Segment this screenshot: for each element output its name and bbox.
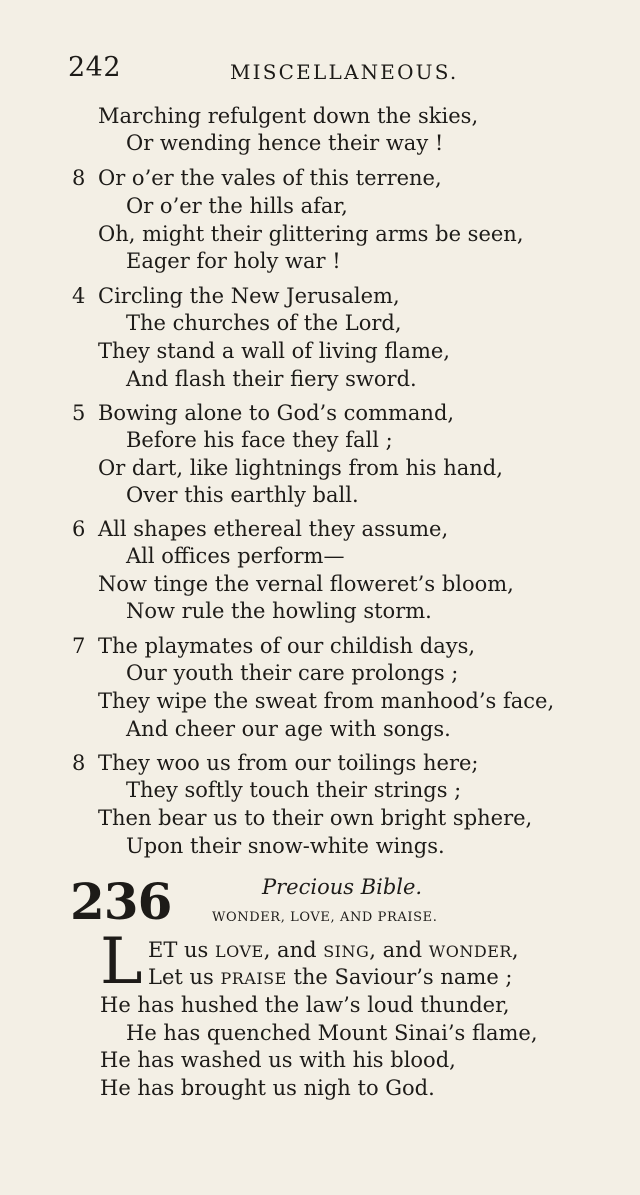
verse-line: And flash their fiery sword.: [126, 367, 417, 391]
verse-line: Now tinge the vernal floweret’s bloom,: [98, 572, 514, 596]
page-number: 242: [68, 52, 122, 83]
verse-line: He has washed us with his blood,: [100, 1048, 456, 1072]
verse-line: Bowing alone to God’s command,: [98, 401, 455, 425]
verse-line: Marching refulgent down the skies,: [98, 104, 479, 128]
text-run: Let us: [148, 965, 221, 989]
section-title: MISCELLANEOUS.: [230, 60, 459, 84]
small-caps-word: LOVE: [215, 942, 264, 961]
verse-line: Or dart, like lightnings from his hand,: [98, 456, 503, 480]
small-caps-word: PRAISE: [220, 969, 287, 988]
small-caps-word: WONDER: [428, 942, 512, 961]
stanza-number: 4: [72, 284, 86, 308]
hymn-title: Precious Bible.: [262, 875, 423, 899]
text-run: ET us: [148, 938, 215, 962]
verse-line: Or wending hence their way !: [126, 131, 444, 155]
verse-line: And cheer our age with songs.: [126, 717, 451, 741]
text-run: , and: [369, 938, 429, 962]
text-run: ,: [511, 938, 519, 962]
hymn-line-1: [148, 937, 519, 963]
verse-line: Or o’er the hills afar,: [126, 194, 348, 218]
verse-line: All shapes ethereal they assume,: [98, 517, 449, 541]
verse-line: They wipe the sweat from manhood’s face,: [98, 689, 555, 713]
drop-cap: L: [100, 925, 143, 999]
verse-line: Circling the New Jerusalem,: [98, 284, 400, 308]
verse-line: He has brought us nigh to God.: [100, 1076, 435, 1100]
stanza-number: 7: [72, 634, 86, 658]
text-run: the Saviour’s name ;: [286, 965, 513, 989]
verse-line: Eager for holy war !: [126, 249, 341, 273]
verse-line: Our youth their care prolongs ;: [126, 661, 459, 685]
verse-line: The churches of the Lord,: [126, 311, 402, 335]
small-caps-word: SING: [323, 942, 370, 961]
verse-line: He has hushed the law’s loud thunder,: [100, 993, 510, 1017]
verse-line: The playmates of our childish days,: [98, 634, 476, 658]
verse-line: Now rule the howling storm.: [126, 599, 432, 623]
verse-line: He has quenched Mount Sinai’s flame,: [126, 1021, 538, 1045]
stanza-number: 5: [72, 401, 86, 425]
verse-line: Or o’er the vales of this terrene,: [98, 166, 442, 190]
verse-line: Before his face they fall ;: [126, 428, 393, 452]
stanza-number: 6: [72, 517, 86, 541]
verse-line: Oh, might their glittering arms be seen,: [98, 222, 524, 246]
verse-line: Then bear us to their own bright sphere,: [98, 806, 533, 830]
verse-line: They stand a wall of living flame,: [98, 339, 450, 363]
verse-line: Over this earthly ball.: [126, 483, 359, 507]
stanza-number: 8: [72, 166, 86, 190]
hymn-number: 236: [70, 872, 172, 931]
verse-line: They softly touch their strings ;: [126, 778, 462, 802]
verse-line: Upon their snow-white wings.: [126, 834, 445, 858]
text-run: , and: [263, 938, 324, 962]
verse-line: All offices perform—: [126, 544, 345, 568]
stanza-number: 8: [72, 751, 86, 775]
verse-line: They woo us from our toilings here;: [98, 751, 479, 775]
hymn-tune: WONDER, LOVE, AND PRAISE.: [212, 910, 438, 925]
hymn-line-2: [148, 964, 513, 990]
